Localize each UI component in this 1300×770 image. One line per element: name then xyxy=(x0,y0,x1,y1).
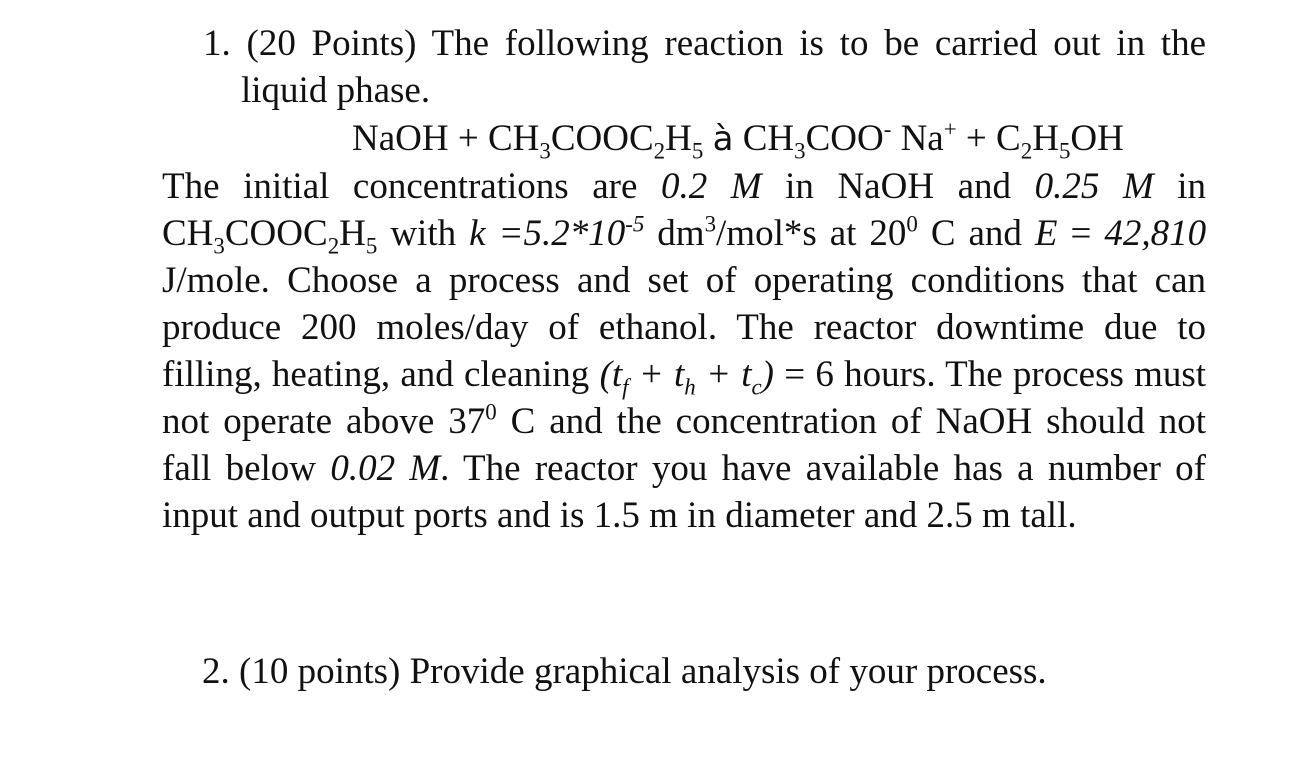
question-2 xyxy=(202,648,1047,695)
question-1-body: The initial concentrations are 0.2 M in NaOH and 0.25 M in $CH_3COOC_2H_5$ with $k =5.2*10^{-5}$ $dm^3/mol*s$ at $20^0$ C and E = 42,810 J/mole. Choose a process and set of operating conditions that can produce 200 moles/day of ethanol. The reactor downtime due to filling, heating, and cleaning $(t_f + t_h + t_c) = 6$ hours. The process must not operate above $37^0$ C and the concentration of NaOH should not fall below 0.02 M. The reactor you have available has a number of input and output ports and is 1.5 m in diameter and 2.5 m tall. xyxy=(162,166,1207,536)
question-2-text: Provide graphical analysis of your process. xyxy=(409,651,1047,692)
reaction-equation: NaOH + $CH_3COOC_2H_5$ à $CH_3COO^-$ $Na^+ + C_2H_5OH$ xyxy=(352,116,1124,164)
downtime-expression: $(t_f + t_h + t_c) = 6$ xyxy=(599,354,834,400)
rate-constant-value: $=5.2*10^{-5}$ xyxy=(498,211,645,254)
question-1-points: (20 Points) xyxy=(246,23,417,64)
ester-formula: $CH_3COOC_2H_5$ xyxy=(162,213,378,259)
reactant-naoh: NaOH xyxy=(352,118,449,159)
naoh-concentration: 0.2 M xyxy=(660,166,762,207)
question-1-intro xyxy=(162,20,1206,114)
rate-constant-units: $dm^3/mol*s$ at $20^0$ xyxy=(657,211,918,254)
min-naoh-concentration: 0.02 M xyxy=(330,448,441,489)
ester-concentration: 0.25 M xyxy=(1034,166,1154,207)
product-ethanol: $C_2H_5OH$ xyxy=(996,118,1124,164)
activation-energy-label: E xyxy=(1034,213,1058,254)
product-sodium-acetate: $CH_3COO^-$ Na+ xyxy=(742,116,957,164)
reactant-ethyl-acetate: $CH_3COOC_2H_5$ xyxy=(487,118,704,164)
question-2-number: 2. xyxy=(202,651,230,692)
question-1-intro-text: The following reaction is to be carried out in the liquid phase. xyxy=(241,23,1207,111)
activation-energy-value: 42,810 xyxy=(1104,213,1207,254)
rate-constant-label: k xyxy=(469,213,486,254)
question-1-number: 1. xyxy=(203,23,231,64)
question-2-points: (10 points) xyxy=(239,651,401,692)
question-1 xyxy=(162,20,1206,539)
reaction-arrow: à xyxy=(712,119,734,159)
